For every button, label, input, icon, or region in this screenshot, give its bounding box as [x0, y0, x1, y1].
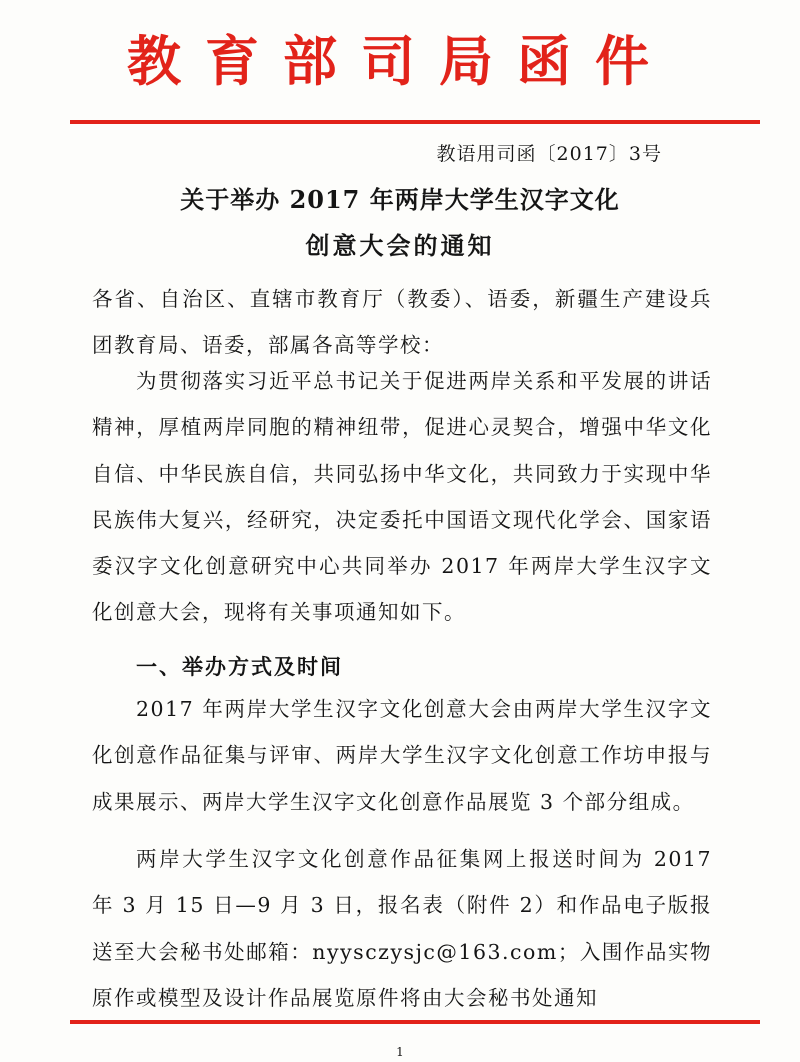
- section-heading-1: 一、举办方式及时间: [136, 655, 343, 679]
- red-rule-bottom: [70, 1020, 760, 1024]
- red-rule-top: [70, 120, 760, 124]
- section-1-paragraph-1: 2017 年两岸大学生汉字文化创意大会由两岸大学生汉字文化创意作品征集与评审、两岸大学生汉字文化创意工作坊申报与成果展示、两岸大学生汉字文化创意作品展览 3 个部分组成。: [92, 697, 712, 814]
- addressee: 各省、自治区、直辖市教育厅（教委）、语委，新疆生产建设兵团教育局、语委，部属各高等学校：: [92, 287, 712, 358]
- page-number: 1: [396, 1045, 404, 1059]
- notice-title-line-1: 关于举办 2017 年两岸大学生汉字文化: [180, 185, 620, 214]
- section-1-paragraph-2: 两岸大学生汉字文化创意作品征集网上报送时间为 2017 年 3 月 15 日—9 月 3 日，报名表（附件 2）和作品电子版报送至大会秘书处邮箱：nyysczysjc@163.com；入围作品实物原作或模型及设计作品展览原件将由大会秘书处通知: [92, 847, 712, 1010]
- notice-title-line-2: 创意大会的通知: [305, 231, 495, 260]
- masthead-title: 教育部司局函件: [127, 30, 673, 93]
- intro-paragraph: 为贯彻落实习近平总书记关于促进两岸关系和平发展的讲话精神，厚植两岸同胞的精神纽带，促进心灵契合，增强中华文化自信、中华民族自信，共同弘扬中华文化，共同致力于实现中华民族伟大复兴，经研究，决定委托中国语文现代化学会、国家语委汉字文化创意研究中心共同举办 2017 年两岸大学生汉字文化创意大会，现将有关事项通知如下。: [92, 369, 712, 625]
- document-number: 教语用司函〔2017〕3号: [436, 143, 662, 165]
